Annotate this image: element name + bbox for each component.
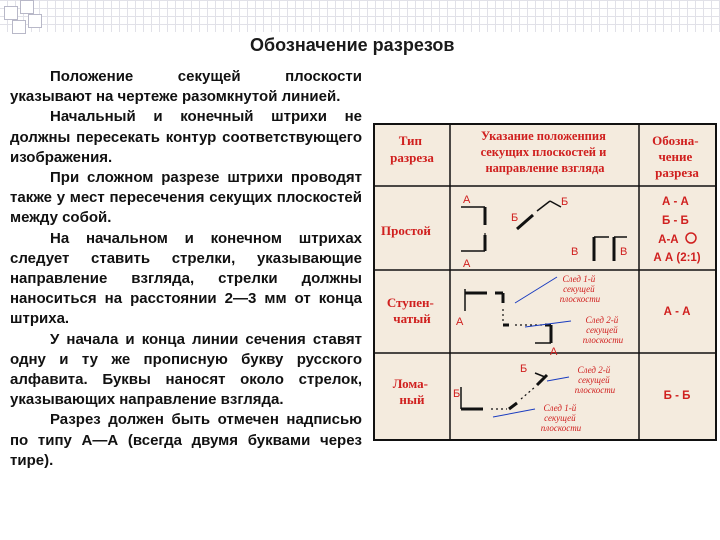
- scale-circle-icon: [686, 233, 696, 243]
- row-simple-letter: А: [463, 258, 471, 270]
- row-stepped-letter: А: [456, 316, 464, 328]
- row-simple-type: Простой: [381, 223, 431, 238]
- row-simple-labels: А - А Б - Б А-А А А (2:1): [653, 196, 701, 264]
- sections-table-drawing: [375, 125, 715, 439]
- trace-note-2: След 2-й секущей плоскости: [574, 365, 616, 395]
- paragraph: На начальном и конечном штрихах следует ставить стрелки, указывающие направление взгляда, стрелки должны наноситься на расстоянии 2—3 мм от конца штриха.: [10, 229, 362, 328]
- row-broken-type: Лома- ный: [392, 376, 428, 407]
- header-position: Указание положенпия секущих плоскостей и направление взгляда: [480, 129, 607, 175]
- header-type: Тип разреза: [390, 133, 434, 165]
- paragraph: Начальный и конечный штрихи не должны пересекать контур соответствующего изображения.: [10, 108, 362, 166]
- row-simple-letter: Б: [511, 212, 519, 224]
- paragraph: У начала и конца линии сечения ставят одну и ту же прописную букву русского алфавита. Буквы наносят около стрелок, указывающих направление взгляда.: [10, 330, 362, 409]
- simple-section-drawing: [461, 201, 627, 261]
- row-simple-letter: Б: [561, 196, 569, 208]
- trace-note-1: След 1-й секущей плоскости: [540, 403, 582, 433]
- stepped-section-drawing: [465, 289, 551, 343]
- trace-leader: [493, 409, 535, 417]
- trace-note-2: След 2-й секущей плоскости: [582, 315, 624, 345]
- trace-leader: [547, 377, 569, 381]
- row-broken-letter: Б: [520, 363, 528, 375]
- decor-square: [12, 20, 26, 34]
- body-text: [10, 67, 362, 471]
- row-simple-letter: В: [571, 246, 579, 258]
- decor-square: [28, 14, 42, 28]
- trace-note-1: След 1-й секущей плоскости: [559, 274, 601, 304]
- paragraph: Разрез должен быть отмечен надписью по типу А—А (всегда двумя буквами через тире).: [10, 411, 362, 469]
- row-broken-letter: Б: [453, 388, 461, 400]
- trace-leader: [515, 277, 557, 303]
- row-simple-letter: А: [463, 194, 471, 206]
- header-grid-pattern: [0, 0, 720, 32]
- paragraph: При сложном разрезе штрихи проводят также у мест пересечения секущих плоскостей между собой.: [10, 169, 362, 227]
- slide-title: Обозначение разрезов: [250, 35, 455, 55]
- row-stepped-type: Ступен- чатый: [386, 295, 434, 326]
- sections-table: [373, 123, 717, 441]
- broken-section-drawing: [461, 373, 547, 409]
- row-simple-letter: В: [620, 246, 628, 258]
- header-label: Обозна- чение разреза: [652, 133, 699, 180]
- row-stepped-label: А - А: [663, 306, 691, 318]
- paragraph: Положение секущей плоскости указывают на чертеже разомкнутой линией.: [10, 68, 362, 106]
- decor-square: [20, 0, 34, 14]
- row-stepped-letter: А: [550, 346, 558, 358]
- row-broken-label: Б - Б: [663, 390, 691, 402]
- decor-square: [4, 6, 18, 20]
